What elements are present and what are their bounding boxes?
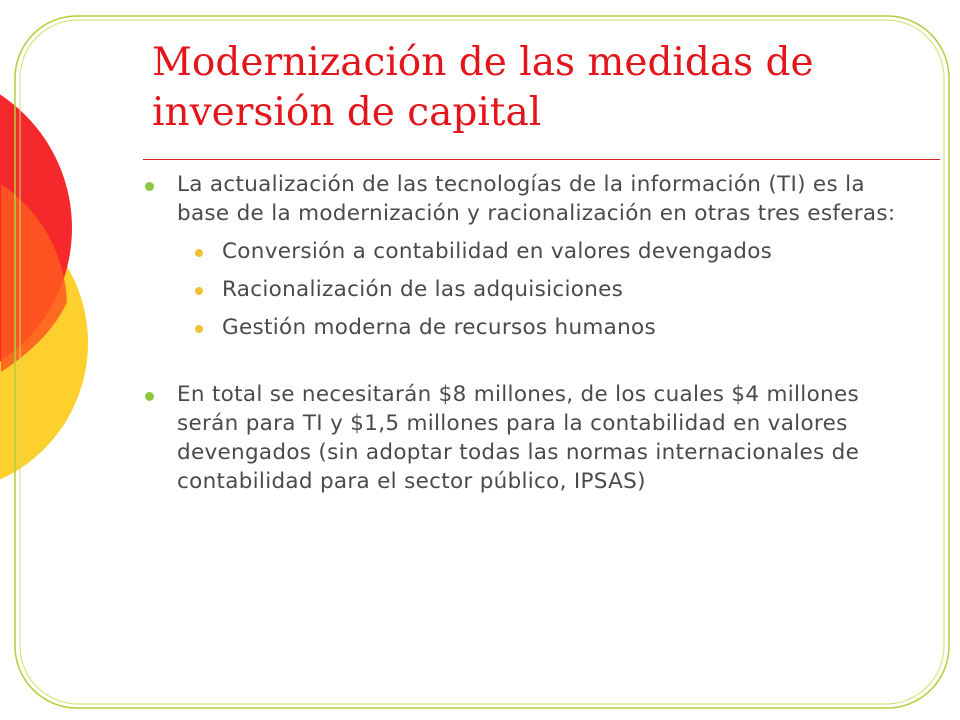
- sub-bullet-text: Conversión a contabilidad en valores devengados: [222, 239, 773, 264]
- sub-bullet-item-1: [222, 237, 905, 266]
- slide-title: Modernización de las medidas de inversión de capital: [152, 40, 814, 135]
- sub-bullet-text: Racionalización de las adquisiciones: [222, 277, 624, 302]
- bullet-item-1: [145, 170, 905, 228]
- yellow-bullet-icon: [195, 287, 203, 295]
- sub-bullet-item-2: [222, 275, 905, 304]
- green-bullet-icon: [145, 392, 154, 401]
- bullet-text: La actualización de las tecnologías de la información (TI) es la base de la modernización y racionalización en otras tres esferas:: [177, 172, 896, 226]
- bullet-text: En total se necesitarán $8 millones, de los cuales $4 millones serán para TI y $1,5 millones para la contabilidad en valores devengados (sin adoptar todas las normas internacionales de contabilidad para el sector público, IPSAS): [177, 382, 860, 494]
- yellow-bullet-icon: [195, 325, 203, 333]
- sub-bullet-text: Gestión moderna de recursos humanos: [222, 315, 657, 340]
- bullet-item-2: [145, 380, 905, 496]
- yellow-bullet-icon: [195, 249, 203, 257]
- slide-body: [145, 170, 905, 496]
- title-divider: [143, 159, 940, 160]
- green-bullet-icon: [145, 182, 154, 191]
- sub-bullet-item-3: [222, 313, 905, 342]
